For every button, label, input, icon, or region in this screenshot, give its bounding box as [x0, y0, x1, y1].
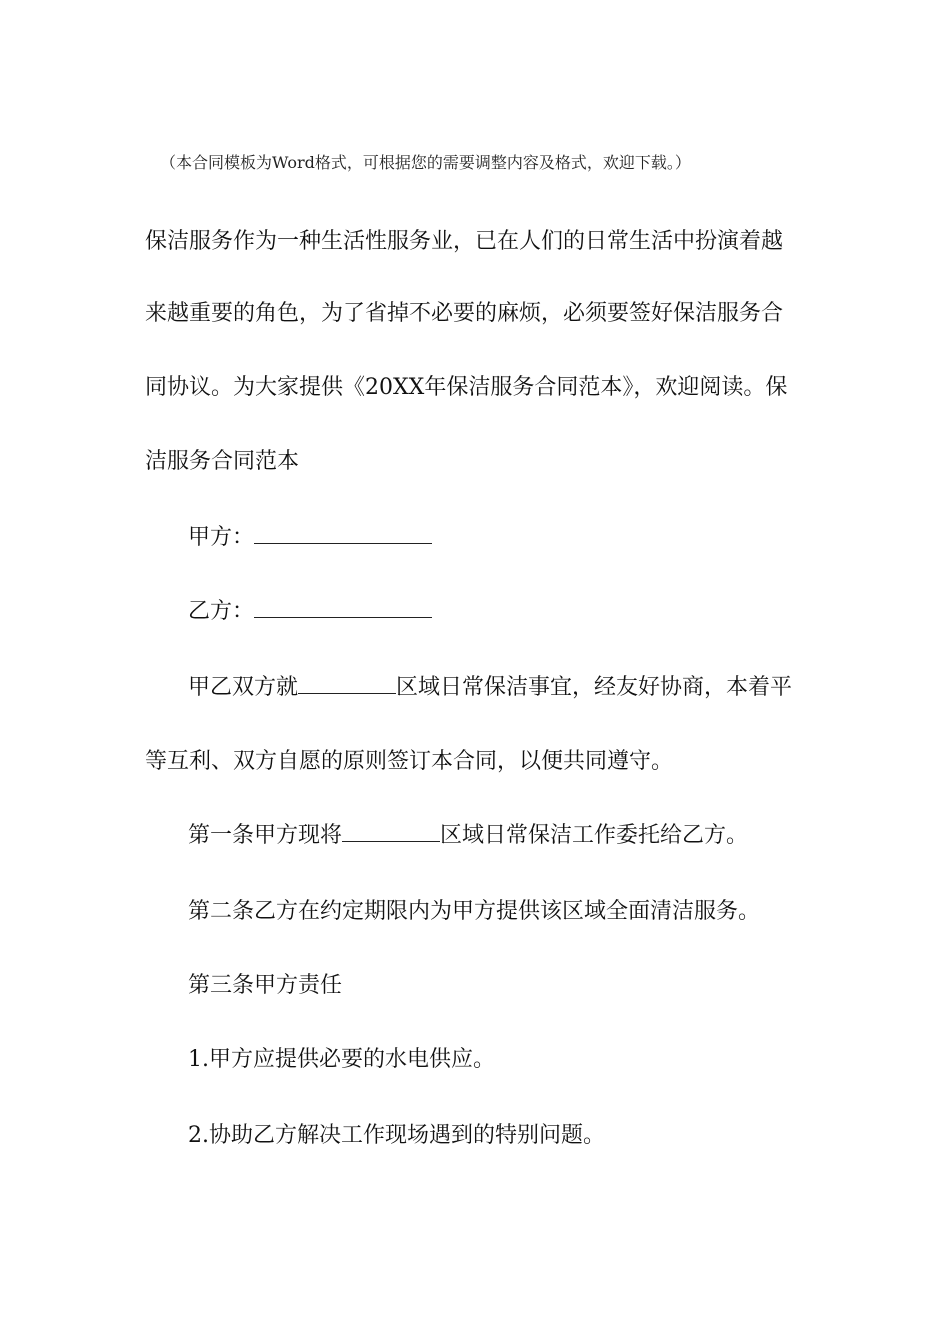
article-1-suffix: 区域日常保洁工作委托给乙方。 — [440, 823, 749, 848]
article-1-prefix: 第一条甲方现将 — [188, 823, 343, 848]
article-3-item-2: 2.协助乙方解决工作现场遇到的特别问题。 — [188, 1123, 605, 1148]
article-3-item-1: 1.甲方应提供必要的水电供应。 — [188, 1047, 495, 1072]
article-2: 第二条乙方在约定期限内为甲方提供该区域全面清洁服务。 — [188, 899, 761, 924]
article-3-title: 第三条甲方责任 — [188, 973, 343, 998]
party-a-line — [188, 524, 432, 552]
party-b-line — [188, 598, 432, 626]
article-1 — [188, 822, 748, 850]
party-b-blank[interactable] — [254, 599, 432, 618]
intro-line-3: 同协议。为大家提供《20XX年保洁服务合同范本》，欢迎阅读。保 — [145, 375, 788, 400]
agreement-prefix: 甲乙双方就 — [188, 675, 299, 700]
agreement-suffix: 区域日常保洁事宜，经友好协商，本着平 — [396, 675, 793, 700]
area-blank-1[interactable] — [298, 675, 396, 694]
party-b-label: 乙方： — [188, 599, 255, 624]
area-blank-2[interactable] — [342, 823, 440, 842]
intro-line-4: 洁服务合同范本 — [145, 449, 300, 474]
agreement-line-2: 等互利、双方自愿的原则签订本合同，以便共同遵守。 — [145, 749, 674, 774]
party-a-label: 甲方： — [188, 525, 255, 550]
template-note: （本合同模板为Word格式，可根据您的需要调整内容及格式，欢迎下载。） — [160, 153, 691, 172]
party-a-blank[interactable] — [254, 525, 432, 544]
intro-line-2: 来越重要的角色，为了省掉不必要的麻烦，必须要签好保洁服务合 — [145, 301, 784, 326]
intro-line-1: 保洁服务作为一种生活性服务业，已在人们的日常生活中扮演着越 — [145, 229, 784, 254]
agreement-line-1 — [188, 674, 792, 702]
